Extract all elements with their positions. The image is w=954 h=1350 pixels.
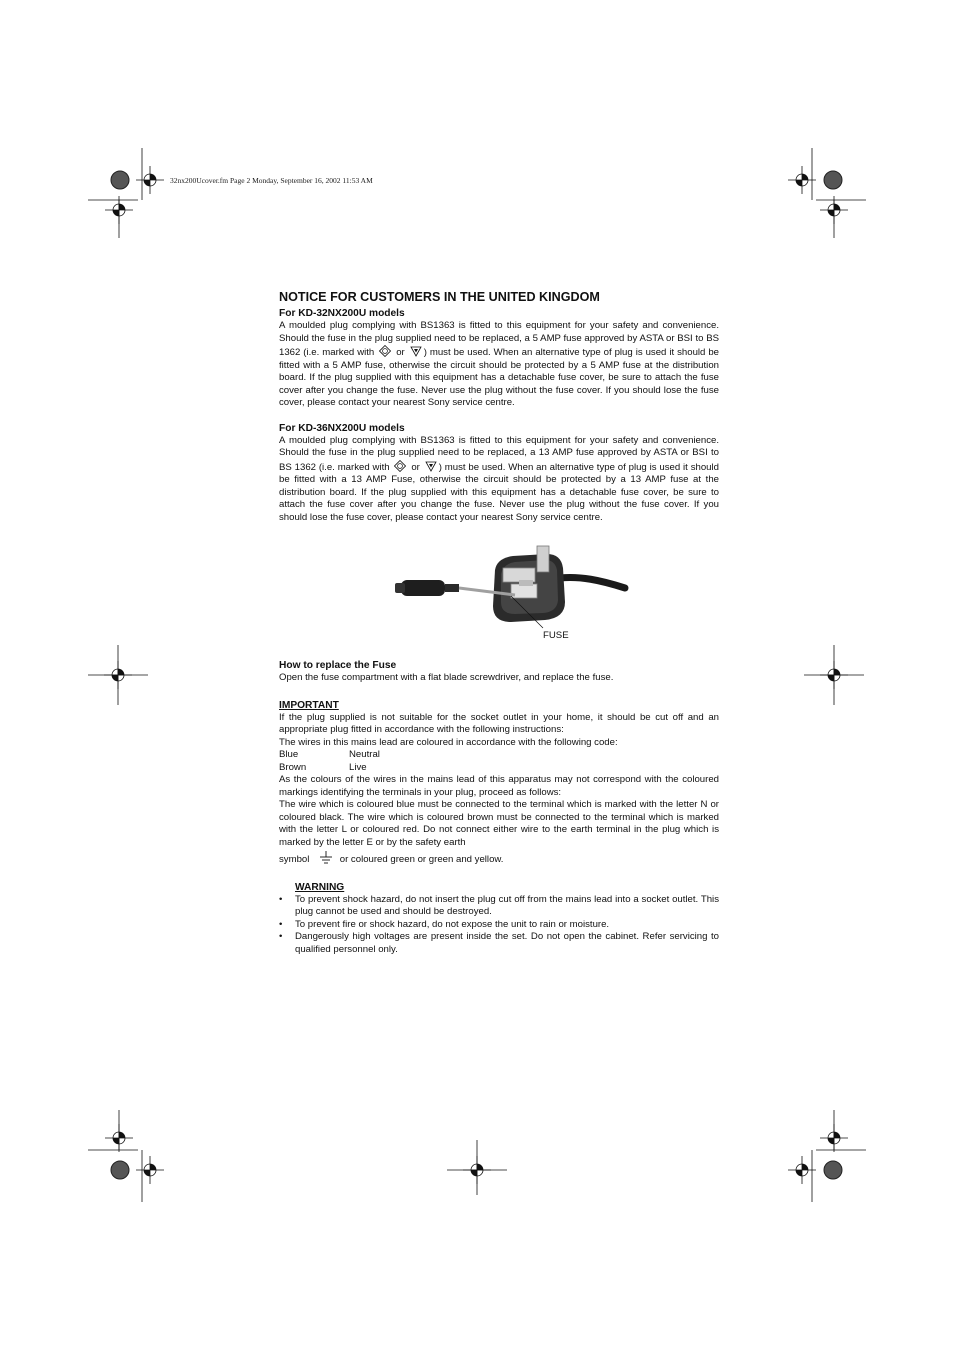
asta-mark-icon [394,460,406,472]
warning-heading: WARNING [295,881,345,893]
wire-role: Neutral [349,749,380,760]
wire-code-row [279,762,719,775]
replace-fuse-heading: How to replace the Fuse [279,660,397,671]
plug-illustration [395,540,635,650]
wire-code-row [279,749,719,762]
earth-symbol-icon [318,851,334,864]
important-p4: The wire which is coloured blue must be connected to the terminal which is marked with the letter N or coloured black. The wire which is coloured brown must be connected to the terminal which is marked with the letter L or coloured red. Do not connect either wire to the earth terminal in the plug which is marked by the letter E or by the safety earth [279,799,719,848]
kd32-heading: For KD-32NX200U models [279,308,405,319]
important-heading: IMPORTANT [279,699,339,711]
wire-colour: Brown [279,761,307,773]
list-item: • To prevent fire or shock hazard, do not expose the unit to rain or moisture. [279,918,610,930]
kd36-paragraph: A moulded plug complying with BS1363 is fitted to this equipment for your safety and convenience. Should the fuse in the plug supplied need to be replaced, a 13 AMP fuse approved by ASTA or BSI to BS 1362 (i.e. marked with or ) must be used. When an alternative type of plug is used it should be fitted with a 13 AMP Fuse, otherwise the circuit should be protected by a 13 AMP fuse at the distribution board. If the plug supplied with this equipment has a detachable fuse cover, be sure to attach the fuse cover after you change the fuse. Never use the plug without the fuse cover. If you should lose the fuse cover, please contact your nearest Sony service centre. [279,434,719,523]
earth-symbol-line: symbol or coloured green or green and yellow. [279,851,719,867]
replace-fuse-text: Open the fuse compartment with a flat blade screwdriver, and replace the fuse. [279,672,614,683]
list-item: • Dangerously high voltages are present inside the set. Do not open the cabinet. Refer servicing to qualified personnel only. [279,931,719,955]
important-p3: As the colours of the wires in the mains lead of this apparatus may not correspond with the coloured markings identifying the terminals in your plug, proceed as follows: [279,774,719,798]
list-item: • To prevent shock hazard, do not insert the plug cut off from the mains lead into a socket outlet. This plug cannot be used and should be destroyed. [279,893,719,917]
wire-role: Live [349,761,367,773]
important-p1: If the plug supplied is not suitable for the socket outlet in your home, it should be cut off and an appropriate plug fitted in accordance with the following instructions: [279,711,719,735]
important-p2: The wires in this mains lead are coloured in accordance with the following code: [279,736,618,748]
asta-mark-icon [379,345,391,357]
bsi-kitemark-icon [410,345,422,357]
bsi-kitemark-icon [425,460,437,472]
kd36-heading: For KD-36NX200U models [279,422,405,434]
wire-colour: Blue [279,749,299,760]
kd32-paragraph: A moulded plug complying with BS1363 is fitted to this equipment for your safety and convenience. Should the fuse in the plug supplied need to be replaced, a 5 AMP fuse approved by ASTA or BSI to BS 1362 (i.e. marked with or ) must be used. When an alternative type of plug is used it should be fitted with a 5 AMP fuse, otherwise the circuit should be protected by a 5 AMP fuse at the distribution board. If the plug supplied with this equipment has a detachable fuse cover, be sure to attach the fuse cover after you change the fuse. Never use the plug without the fuse cover. If you should lose the fuse cover, please contact your nearest Sony service centre. [279,320,719,408]
file-info-header: 32nx200Ucover.fm Page 2 Monday, September 16, 2002 11:53 AM [170,176,373,185]
warning-list [279,894,719,957]
notice-title: NOTICE FOR CUSTOMERS IN THE UNITED KINGDOM [279,290,600,304]
fuse-label: FUSE [543,630,569,641]
